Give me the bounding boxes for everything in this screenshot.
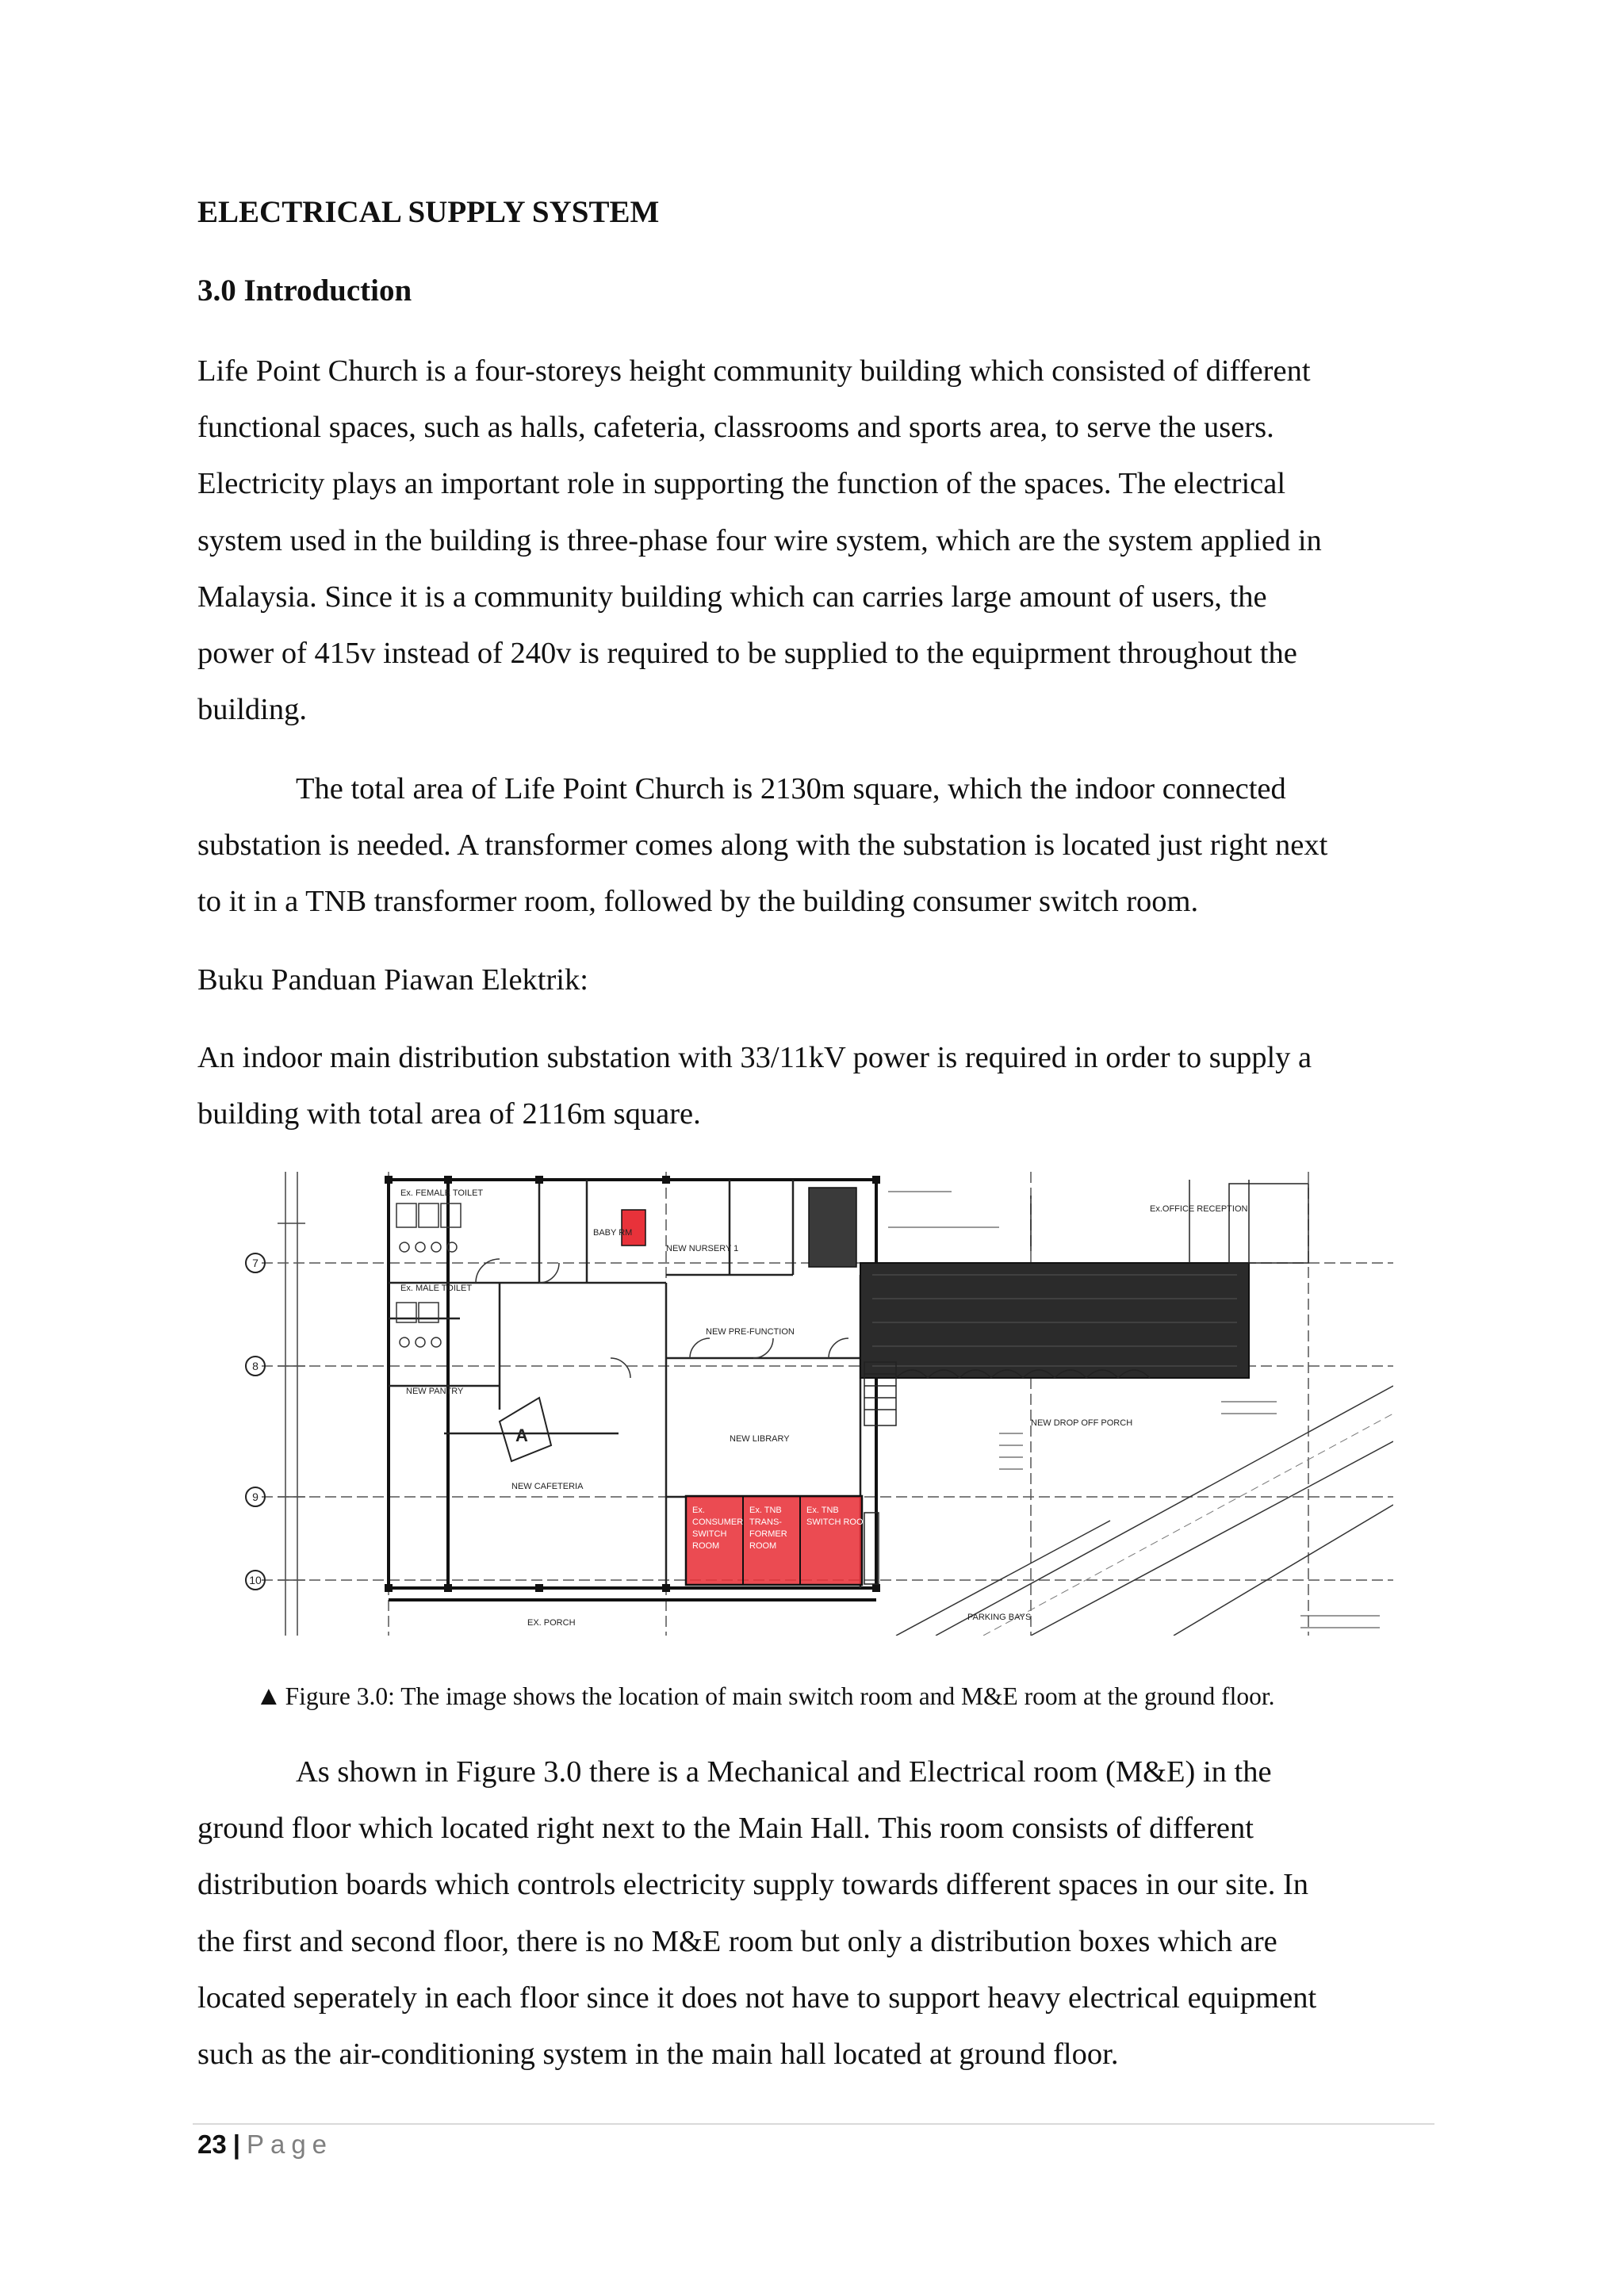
text-line: power of 415v instead of 240v is required to be supplied to the equiprment throughout the [197, 637, 1297, 671]
text-line: the first and second floor, there is no M&E room but only a distribution boxes which are [197, 1924, 1277, 1958]
text-line: such as the air-conditioning system in the main hall located at ground floor. [197, 2038, 1119, 2072]
room-label: NEW CAFETERIA [511, 1482, 584, 1491]
footer-separator: | [232, 2130, 240, 2159]
room-label: CONSUMER [692, 1517, 744, 1527]
text-line: As shown in Figure 3.0 there is a Mechanical and Electrical room (M&E) in the [296, 1755, 1272, 1789]
room-label: NEW LIBRARY [730, 1434, 790, 1444]
grid-label: 8 [252, 1360, 259, 1372]
text-line: located seperately in each floor since it does not have to support heavy electrical equipment [197, 1980, 1317, 2015]
reference-paragraph [197, 1030, 1450, 1142]
text-line: Buku Panduan Piawan Elektrik: [197, 963, 588, 997]
grid-label: 9 [252, 1490, 259, 1503]
room-label: Ex. [692, 1506, 705, 1515]
grid-label: 10 [249, 1574, 262, 1586]
grid-label: 7 [252, 1257, 259, 1269]
room-label: Ex. TNB [806, 1506, 839, 1515]
room-label: Ex. MALE TOILET [400, 1284, 473, 1293]
text-line: An indoor main distribution substation with 33/11kV power is required in order to supply a [197, 1041, 1312, 1074]
room-label: NEW DROP OFF PORCH [1031, 1418, 1133, 1428]
room-label: NEW PANTRY [406, 1387, 464, 1396]
room-label: Ex. FEMALE TOILET [400, 1188, 484, 1198]
room-label: ROOM [749, 1541, 777, 1551]
text-line: Life Point Church is a four-storeys height community building which consisted of different [197, 354, 1311, 388]
text-line: building with total area of 2116m square. [197, 1097, 701, 1131]
floor-plan-drawing [238, 1172, 1393, 1636]
figure-caption [255, 1682, 1275, 1712]
page-number: 23 [197, 2130, 227, 2159]
caption-text: Figure 3.0: The image shows the location of main switch room and M&E room at the ground floor. [285, 1682, 1275, 1710]
text-line: functional spaces, such as halls, cafeteria, classrooms and sports area, to serve the users. [197, 411, 1274, 445]
me-room-paragraph [197, 1744, 1450, 2083]
room-label: NEW PRE-FUNCTION [706, 1327, 795, 1337]
room-label: Ex.OFFICE RECEPTION [1150, 1204, 1248, 1214]
text-line: Malaysia. Since it is a community building which can carries large amount of users, the [197, 580, 1267, 614]
room-label: FORMER [749, 1529, 787, 1539]
text-line: substation is needed. A transformer comes along with the substation is located just right next [197, 828, 1328, 863]
reference-title [197, 952, 1450, 1008]
room-label: Ex. TNB [749, 1506, 782, 1515]
room-label: PARKING BAYS [967, 1613, 1032, 1622]
intro-paragraph [197, 343, 1450, 738]
page-word: Page [246, 2130, 334, 2159]
floor-plan-figure [238, 1172, 1393, 1636]
text-line: Electricity plays an important role in supporting the function of the spaces. The electrical [197, 467, 1286, 501]
area-paragraph [197, 761, 1450, 931]
text-line: system used in the building is three-phase four wire system, which are the system applied in [197, 523, 1322, 557]
section-title: 3.0 Introduction [197, 274, 412, 308]
triangle-up-icon: ▲ [255, 1682, 282, 1711]
text-line: distribution boards which controls electricity supply towards different spaces in our site. In [197, 1868, 1309, 1902]
text-line: building. [197, 693, 307, 727]
room-label: EX. PORCH [527, 1618, 576, 1628]
room-label: ROOM [692, 1541, 720, 1551]
page-footer [197, 2130, 333, 2160]
text-line: The total area of Life Point Church is 2130m square, which the indoor connected [296, 772, 1286, 806]
page-heading: ELECTRICAL SUPPLY SYSTEM [197, 195, 660, 229]
room-label: SWITCH [692, 1529, 727, 1539]
room-label: TRANS- [749, 1517, 782, 1527]
text-line: to it in a TNB transformer room, followed by the building consumer switch room. [197, 885, 1199, 919]
room-label: BABY RM [593, 1228, 633, 1238]
text-line: ground floor which located right next to the Main Hall. This room consists of different [197, 1812, 1254, 1846]
svg-text:A: A [515, 1425, 528, 1445]
room-label: SWITCH ROOM [806, 1517, 871, 1527]
room-label: NEW NURSERY 1 [666, 1244, 739, 1253]
footer-divider [193, 2123, 1434, 2125]
